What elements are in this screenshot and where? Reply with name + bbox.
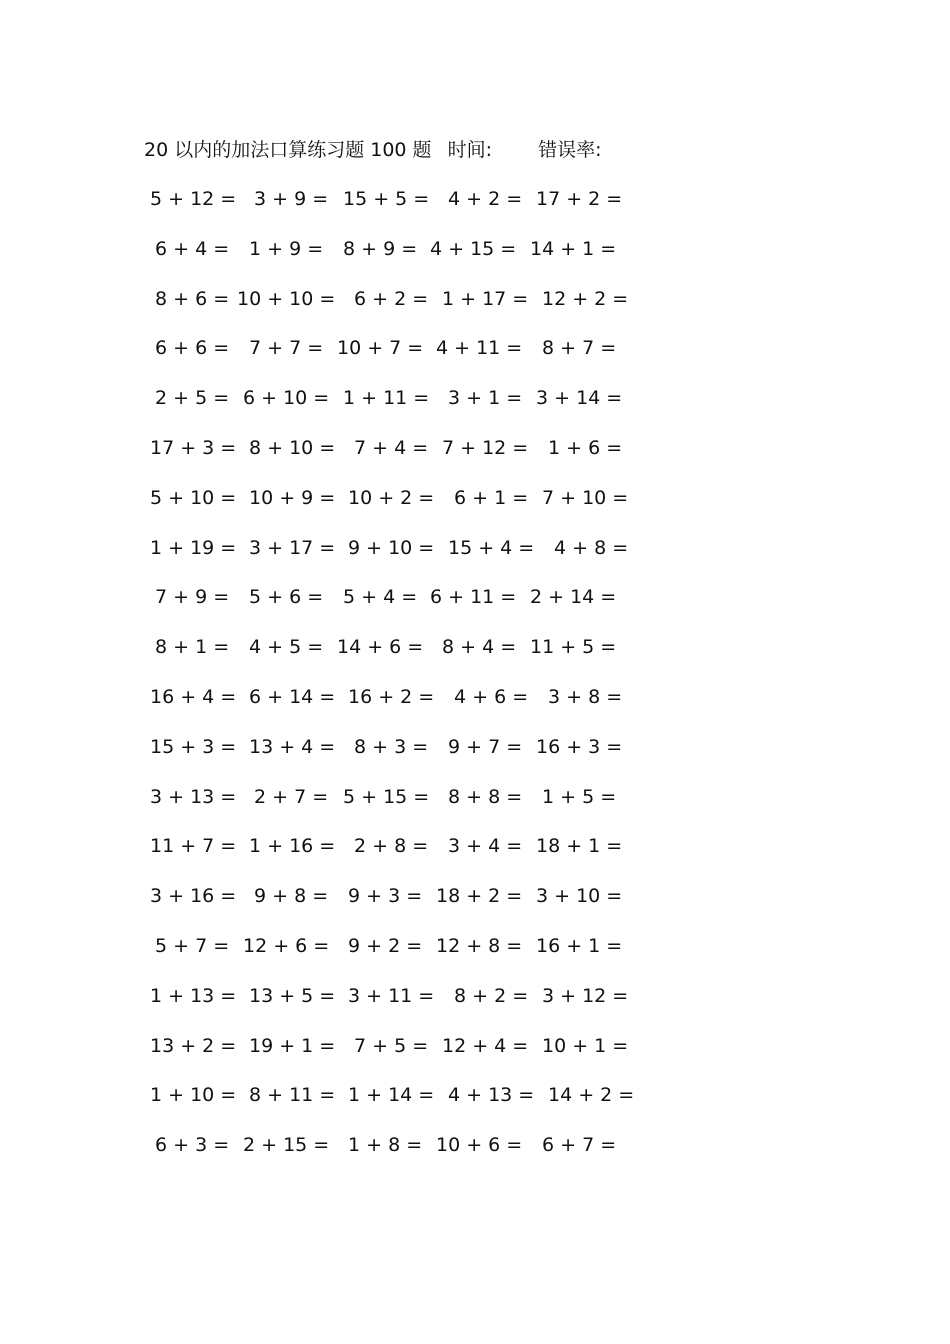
problem-cell: 10 + 2 = [348, 486, 435, 509]
problem-cell: 1 + 13 = [150, 984, 237, 1007]
problem-cell: 16 + 2 = [348, 686, 435, 708]
problem-cell: 14 + 1 = [530, 237, 617, 260]
problem-cell: 18 + 1 = [536, 835, 623, 858]
problem-cell: 1 + 5 = [542, 785, 617, 808]
problem-cell: 8 + 11 = [249, 1084, 336, 1107]
problem-cell: 6 + 10 = [243, 387, 330, 410]
problem-cell: 3 + 13 = [150, 785, 237, 808]
problem-cell: 10 + 7 = [337, 337, 424, 360]
problem-cell: 16 + 1 = [536, 935, 623, 957]
problem-cell: 9 + 10 = [348, 536, 435, 559]
problem-cell: 7 + 5 = [354, 1034, 429, 1057]
problem-cell: 7 + 12 = [442, 437, 529, 459]
problem-cell: 12 + 8 = [436, 935, 523, 957]
problem-cell: 8 + 4 = [442, 636, 517, 659]
problem-cell: 14 + 6 = [337, 636, 424, 659]
problem-cell: 8 + 10 = [249, 437, 336, 459]
problem-cell: 9 + 8 = [254, 885, 329, 908]
problem-cell: 3 + 11 = [348, 984, 435, 1007]
problem-cell: 13 + 4 = [249, 735, 336, 758]
problem-cell: 1 + 10 = [150, 1084, 237, 1107]
problem-cell: 3 + 14 = [536, 387, 623, 410]
problem-cell: 8 + 6 = [155, 287, 230, 310]
problem-cell: 10 + 9 = [249, 486, 336, 509]
problem-cell: 3 + 8 = [548, 686, 623, 708]
problem-cell: 4 + 2 = [448, 188, 523, 210]
problem-cell: 2 + 7 = [254, 785, 329, 808]
problem-cell: 8 + 1 = [155, 636, 230, 659]
problem-cell: 17 + 2 = [536, 188, 623, 210]
problem-cell: 6 + 14 = [249, 686, 336, 708]
problem-cell: 4 + 11 = [436, 337, 523, 360]
problem-cell: 19 + 1 = [249, 1034, 336, 1057]
problem-cell: 8 + 3 = [354, 735, 429, 758]
problem-cell: 5 + 12 = [150, 188, 237, 210]
error-rate-label: 错误率: [538, 139, 602, 161]
problem-cell: 15 + 4 = [448, 536, 535, 559]
problem-cell: 1 + 16 = [249, 835, 336, 858]
problem-cell: 4 + 8 = [554, 536, 629, 559]
problem-cell: 15 + 3 = [150, 735, 237, 758]
problem-cell: 17 + 3 = [150, 437, 237, 459]
problem-cell: 6 + 1 = [454, 486, 529, 509]
problem-cell: 9 + 3 = [348, 885, 423, 908]
problem-cell: 3 + 4 = [448, 835, 523, 858]
problem-cell: 11 + 5 = [530, 636, 617, 659]
problem-cell: 11 + 7 = [150, 835, 237, 858]
problem-cell: 6 + 6 = [155, 337, 230, 360]
problem-cell: 10 + 10 = [237, 287, 336, 310]
problem-cell: 14 + 2 = [548, 1084, 635, 1107]
problem-cell: 5 + 4 = [343, 586, 418, 609]
problem-cell: 1 + 19 = [150, 536, 237, 559]
problem-cell: 7 + 4 = [354, 437, 429, 459]
problem-cell: 3 + 9 = [254, 188, 329, 210]
problem-cell: 7 + 9 = [155, 586, 230, 609]
problem-cell: 4 + 5 = [249, 636, 324, 659]
problem-cell: 8 + 7 = [542, 337, 617, 360]
problem-cell: 2 + 5 = [155, 387, 230, 410]
problem-cell: 6 + 11 = [430, 586, 517, 609]
problem-cell: 8 + 8 = [448, 785, 523, 808]
problem-cell: 13 + 2 = [150, 1034, 237, 1057]
problem-cell: 16 + 3 = [536, 735, 623, 758]
problem-cell: 6 + 4 = [155, 237, 230, 260]
problem-cell: 4 + 13 = [448, 1084, 535, 1107]
worksheet-title: 20 以内的加法口算练习题 100 题 [144, 139, 432, 161]
time-label: 时间: [447, 139, 493, 161]
problem-cell: 5 + 10 = [150, 486, 237, 509]
problem-cell: 3 + 10 = [536, 885, 623, 908]
problem-cell: 18 + 2 = [436, 885, 523, 908]
problem-cell: 9 + 2 = [348, 935, 423, 957]
problem-cell: 7 + 10 = [542, 486, 629, 509]
problem-cell: 15 + 5 = [343, 188, 430, 210]
problem-cell: 3 + 12 = [542, 984, 629, 1007]
problem-cell: 3 + 17 = [249, 536, 336, 559]
problem-cell: 1 + 8 = [348, 1134, 423, 1157]
problem-cell: 8 + 9 = [343, 237, 418, 260]
problem-cell: 4 + 15 = [430, 237, 517, 260]
problem-cell: 1 + 11 = [343, 387, 430, 410]
problem-cell: 2 + 14 = [530, 586, 617, 609]
problem-cell: 13 + 5 = [249, 984, 336, 1007]
problem-cell: 1 + 14 = [348, 1084, 435, 1107]
problem-cell: 12 + 4 = [442, 1034, 529, 1057]
problem-cell: 2 + 8 = [354, 835, 429, 858]
problem-cell: 1 + 9 = [249, 237, 324, 260]
problem-cell: 10 + 6 = [436, 1134, 523, 1157]
problem-cell: 6 + 3 = [155, 1134, 230, 1157]
problem-cell: 1 + 17 = [442, 287, 529, 310]
problem-cell: 6 + 7 = [542, 1134, 617, 1157]
problem-cell: 2 + 15 = [243, 1134, 330, 1157]
problem-cell: 9 + 7 = [448, 735, 523, 758]
problem-cell: 3 + 1 = [448, 387, 523, 410]
problem-cell: 8 + 2 = [454, 984, 529, 1007]
problem-cell: 10 + 1 = [542, 1034, 629, 1057]
problem-cell: 5 + 6 = [249, 586, 324, 609]
problem-cell: 1 + 6 = [548, 437, 623, 459]
problem-cell: 3 + 16 = [150, 885, 237, 908]
problem-cell: 5 + 15 = [343, 785, 430, 808]
problem-cell: 12 + 2 = [542, 287, 629, 310]
problem-cell: 12 + 6 = [243, 935, 330, 957]
problem-cell: 7 + 7 = [249, 337, 324, 360]
problem-cell: 6 + 2 = [354, 287, 429, 310]
problem-cell: 5 + 7 = [155, 935, 230, 957]
problem-cell: 4 + 6 = [454, 686, 529, 708]
problem-cell: 16 + 4 = [150, 686, 237, 708]
